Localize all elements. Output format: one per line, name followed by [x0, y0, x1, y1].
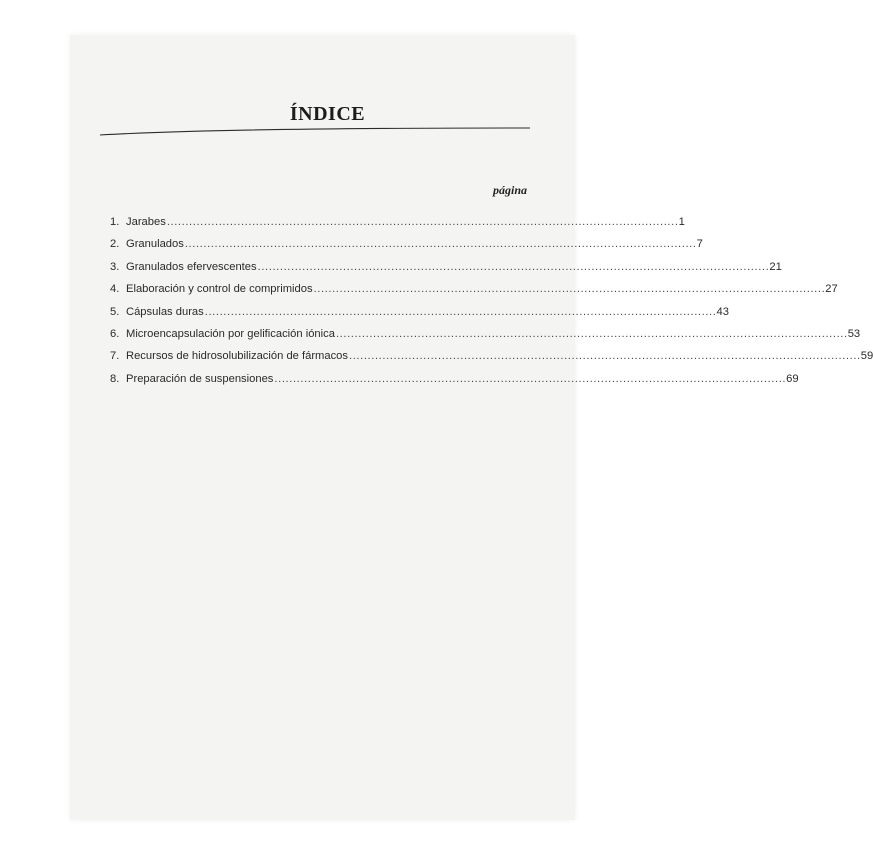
dot-leader: ..........................................................................................................................................	[335, 327, 848, 340]
toc-entry-number: 3.	[110, 260, 120, 273]
toc-entry-number: 6.	[110, 327, 120, 340]
toc-entry-title: Cápsulas duras	[126, 305, 204, 318]
toc-entry-page: 69	[786, 372, 799, 385]
toc-entry-number: 5.	[110, 305, 120, 318]
toc-entry-page: 1	[678, 216, 685, 228]
dot-leader: ..........................................................................................................................................	[257, 260, 770, 273]
title-divider	[100, 127, 530, 136]
toc-entry-number: 2.	[110, 238, 120, 251]
toc-entry-title: Elaboración y control de comprimidos	[126, 283, 313, 296]
toc-entry-title: Granulados	[126, 238, 184, 251]
toc-entry-number: 4.	[110, 283, 120, 296]
toc-entry-title: Jarabes	[126, 216, 166, 228]
toc-entry-page: 59	[860, 350, 873, 363]
toc-entry[interactable]	[110, 235, 703, 257]
toc-entry-number: 7.	[110, 350, 120, 363]
toc-entry-page: 7	[696, 238, 703, 251]
toc-entry[interactable]	[110, 347, 873, 369]
toc-entry-page: 53	[847, 327, 861, 340]
toc-entry[interactable]	[110, 303, 729, 325]
toc-entry[interactable]	[110, 213, 685, 235]
page-column-header: página	[492, 183, 527, 197]
toc-entry-title: Granulados efervescentes	[126, 260, 257, 273]
toc-entry[interactable]	[110, 280, 838, 302]
page-title: ÍNDICE	[289, 103, 366, 126]
toc-entry-page: 27	[825, 283, 838, 296]
toc-entry-page: 43	[716, 305, 729, 318]
document-page	[70, 35, 575, 820]
toc-entry-title: Microencapsulación por gelificación iónica	[126, 327, 335, 340]
dot-leader: ..........................................................................................................................................	[349, 350, 861, 363]
toc-entry-number: 8.	[110, 372, 120, 385]
toc-entry[interactable]	[110, 258, 782, 280]
toc-entry-title: Preparación de suspensiones	[126, 372, 274, 385]
dot-leader: ..........................................................................................................................................	[313, 283, 826, 296]
toc-entry-number: 1.	[110, 216, 120, 228]
dot-leader: ..........................................................................................................................................	[184, 238, 697, 251]
dot-leader: ..........................................................................................................................................	[166, 216, 679, 228]
toc-entry-page: 21	[769, 260, 782, 273]
toc-entry[interactable]	[110, 370, 799, 392]
dot-leader: ..........................................................................................................................................	[204, 305, 717, 318]
toc-entry[interactable]	[110, 325, 861, 347]
table-of-contents	[110, 213, 873, 392]
toc-entry-title: Recursos de hidrosolubilización de fármacos	[126, 350, 348, 363]
dot-leader: ..........................................................................................................................................	[274, 372, 787, 385]
